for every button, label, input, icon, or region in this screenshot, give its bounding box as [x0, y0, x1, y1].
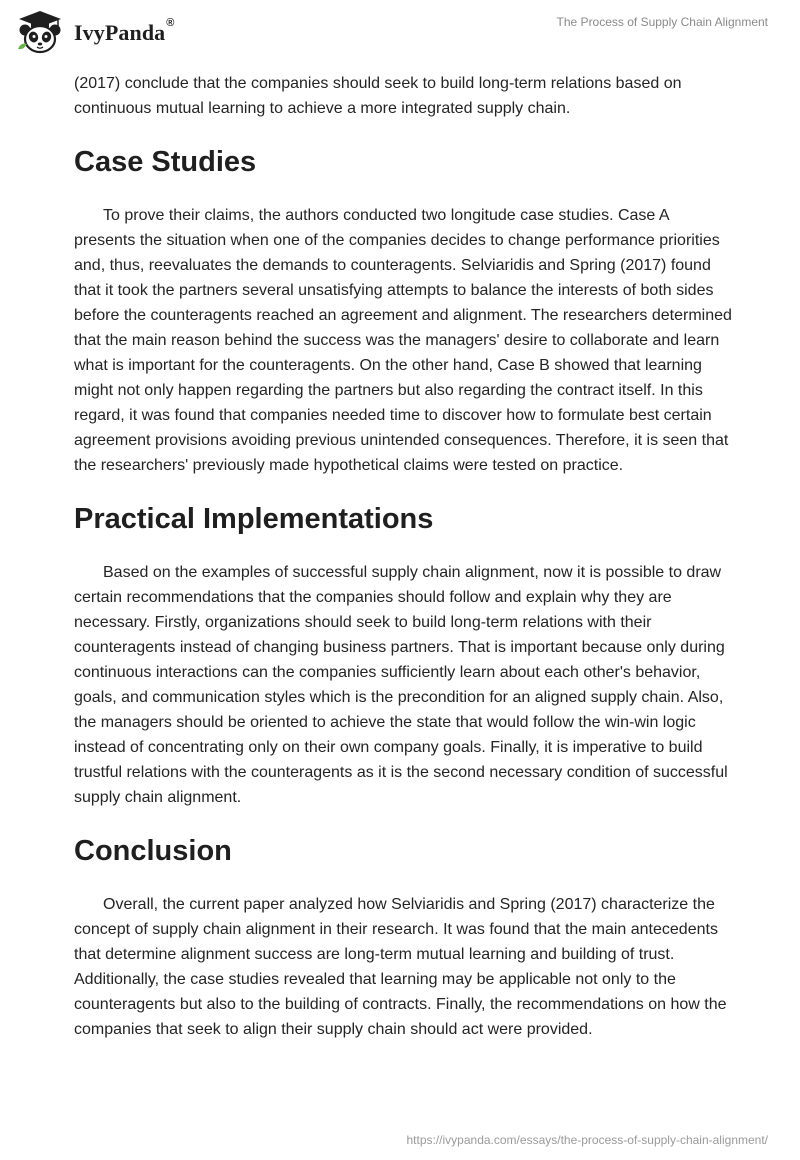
practical-implementations-paragraph: Based on the examples of successful supply chain alignment, now it is possible to draw certain recommendations that the companies should follow and explain why they are necessary. Firstly, organizations should seek to build long-term relations with their counteragents instead of changing business partners. That is important because only during continuous interactions can the companies sufficiently learn about each other's behavior, goals, and communication styles which is the precondition for an aligned supply chain. Also, the managers should be oriented to achieve the state that would follow the win-win logic instead of concentrating only on their own company goals. Finally, it is imperative to build trustful relations with the counteragents as it is the second necessary condition of successful supply chain alignment. — [74, 564, 728, 806]
heading-case-studies: Case Studies — [74, 146, 257, 178]
intro-paragraph: (2017) conclude that the companies should seek to build long-term relations based on continuous mutual learning to achieve a more integrated supply chain. — [74, 75, 682, 117]
ivypanda-logo[interactable] — [14, 9, 175, 55]
registered-mark: ® — [166, 17, 175, 29]
footer-url[interactable]: https://ivypanda.com/essays/the-process-of-supply-chain-alignment/ — [406, 1133, 768, 1147]
heading-practical-implementations: Practical Implementations — [74, 503, 434, 535]
conclusion-paragraph: Overall, the current paper analyzed how Selviaridis and Spring (2017) characterize the concept of supply chain alignment in their research. It was found that the main antecedents that determine alignment success are long-term mutual learning and building of trust. Additionally, the case studies revealed that learning may be applicable not only to the counteragents but also to the building of contracts. Finally, the recommendations on how the companies that seek to align their supply chain should act were provided. — [74, 896, 727, 1038]
case-studies-paragraph: To prove their claims, the authors conducted two longitude case studies. Case A presents the situation when one of the companies decides to change performance priorities and, thus, reevaluates the demands to counteragents. Selviaridis and Spring (2017) found that it took the partners several unsatisfying attempts to balance the interests of both sides before the counteragents reached an agreement and alignment. The researchers determined that the main reason behind the success was the managers' desire to collaborate and learn what is important for the counteragents. On the other hand, Case B showed that learning might not only happen regarding the partners but also regarding the contract itself. In this regard, it was found that companies needed time to discover how to formulate best certain agreement provisions avoiding previous unintended consequences. Therefore, it is seen that the researchers' previously made hypothetical claims were tested on practice. — [74, 207, 732, 474]
header — [0, 0, 800, 60]
essay-content — [74, 71, 734, 1042]
document-title: The Process of Supply Chain Alignment — [556, 15, 768, 29]
heading-conclusion: Conclusion — [74, 835, 232, 867]
panda-graduate-icon — [14, 9, 66, 55]
brand-name: IvyPanda® — [74, 17, 175, 45]
